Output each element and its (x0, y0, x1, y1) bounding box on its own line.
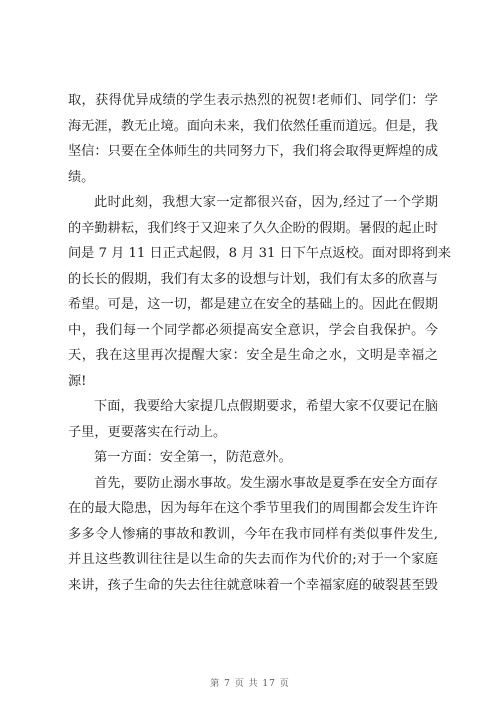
text-line: 的辛勤耕耘，我们终于又迎来了久久企盼的假期。暑假的起止时 (68, 220, 438, 236)
text-line: 希望。可是，这一切，都是建立在安全的基础上的。因此在假期 (68, 297, 438, 312)
text-line: 坚信：只要在全体师生的共同努力下，我们将会取得更辉煌的成 (68, 144, 438, 159)
text-line: 源! (68, 373, 87, 389)
text-line: 此时此刻，我想大家一定都很兴奋，因为,经过了一个学期 (94, 195, 438, 210)
text-line: 天，我在这里再次提醒大家：安全是生命之水，文明是幸福之 (68, 348, 438, 363)
document-body (68, 88, 451, 598)
text-line: 多多令人惨痛的事故和教训，今年在我市同样有类似事件发生, (68, 526, 438, 542)
page-number-footer: 第 7 页 共 17 页 (210, 679, 290, 689)
text-line: 取，获得优异成绩的学生表示热烈的祝贺!老师们、同学们：学 (68, 93, 438, 108)
text-line: 在的最大隐患，因为每年在这个季节里我们的周围都会发生许许 (68, 501, 438, 516)
text-line: 绩。 (68, 169, 95, 185)
paragraph (68, 394, 438, 445)
text-line: 第一方面：安全第一，防范意外。 (94, 450, 292, 465)
text-line: 子里，更要落实在行动上。 (68, 424, 227, 440)
text-line: 首先，要防止溺水事故。发生溺水事故是夏季在安全方面存 (94, 475, 438, 491)
text-line: 下面，我要给大家提几点假期要求，希望大家不仅要记在脑 (94, 399, 438, 414)
text-line: 的长长的假期，我们有太多的设想与计划，我们有太多的欣喜与 (68, 271, 438, 287)
text-line: 中，我们每一个同学都必须提高安全意识，学会自我保护。今 (68, 322, 438, 338)
text-line: 并且这些教训往往是以生命的失去而作为代价的;对于一个家庭 (68, 552, 438, 567)
text-line: 来讲，孩子生命的失去往往就意味着一个幸福家庭的破裂甚至毁 (68, 577, 438, 593)
paragraph (68, 471, 438, 599)
paragraph (68, 190, 451, 394)
paragraph (68, 88, 438, 190)
text-line: 海无涯，教无止境。面向未来，我们依然任重而道远。但是，我 (68, 118, 438, 134)
section-heading (68, 445, 438, 471)
text-line: 间是 7 月 11 日正式起假，8 月 31 日下午点返校。面对即将到来 (68, 246, 451, 261)
